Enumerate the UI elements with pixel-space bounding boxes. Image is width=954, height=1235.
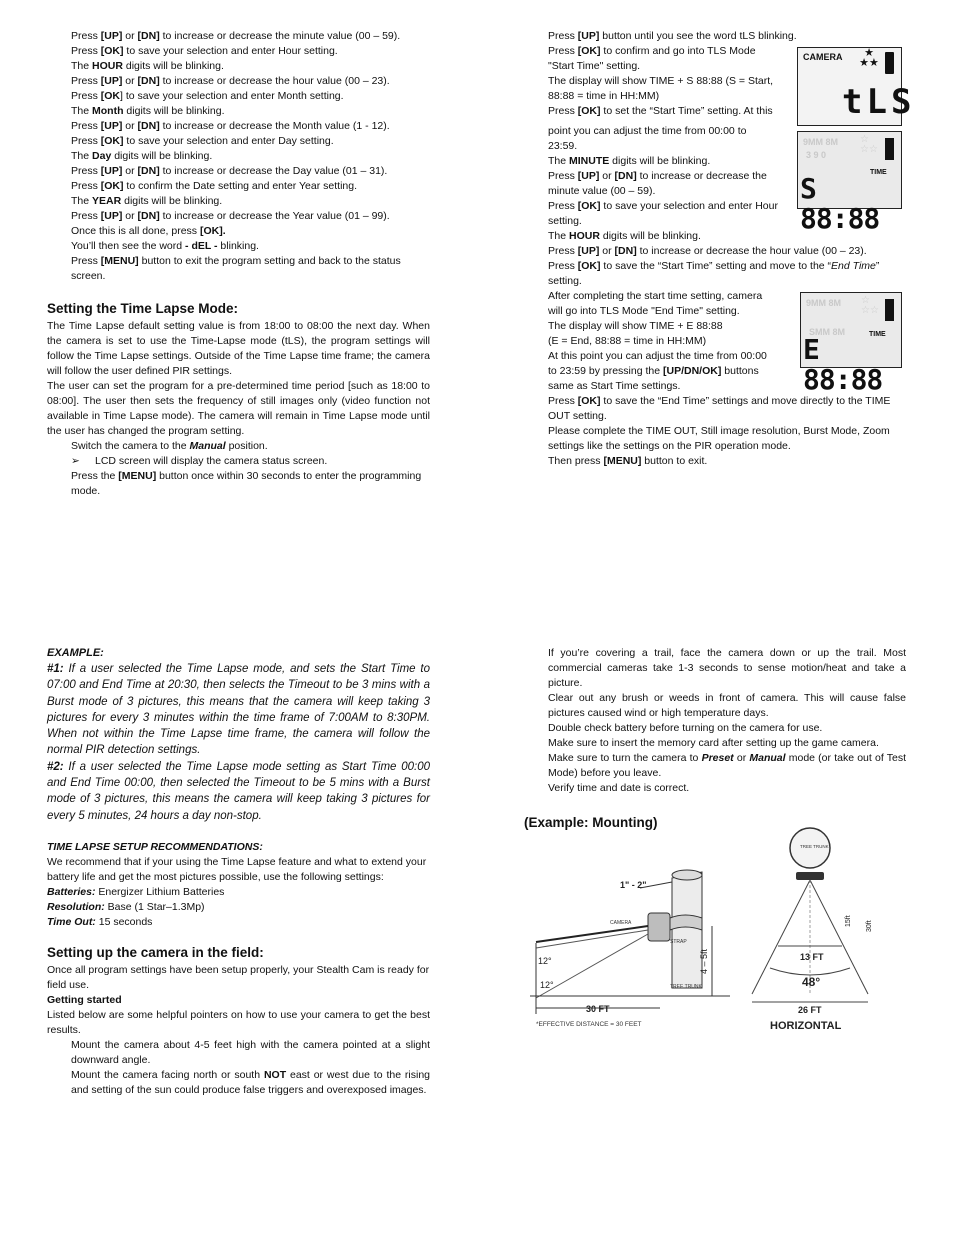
mounting-heading: (Example: Mounting): [524, 815, 658, 830]
bullet-arrow-icon: ➢: [71, 455, 80, 467]
right-top-b-line: same as Start Time settings.: [548, 380, 681, 392]
right-top-b-line: The display will show TIME + E 88:88: [548, 320, 723, 332]
field-section: [47, 944, 430, 1098]
left-top-line: Press [OK] to confirm the Date setting and enter Year setting.: [71, 180, 357, 192]
top-gap-label: 1" - 2": [620, 880, 647, 890]
recommend-text: We recommend that if your using the Time Lapse feature and what to extend your battery life and get the most pictures possible, use the following settings:: [47, 856, 427, 883]
tree-trunk-label: TREE TRUNK: [670, 984, 702, 990]
right-top-a-line: 88:88 = time in HH:MM): [548, 90, 660, 102]
left-top-line: Press [MENU] button to exit the program setting and back to the status screen.: [71, 255, 401, 282]
depth-15ft-label: 15ft: [845, 915, 852, 927]
recommend-timeout: Time Out: 15 seconds: [47, 916, 153, 928]
left-top-line: Press [UP] or [DN] to increase or decrease the Day value (01 – 31).: [71, 165, 388, 177]
right-top-b-line: Please complete the TIME OUT, Still image resolution, Burst Mode, Zoom: [548, 425, 890, 437]
tip-5: Make sure to turn the camera to Preset or Manual mode (or take out of Test Mode) before you leave.: [548, 752, 906, 779]
mount-tip-2: Mount the camera facing north or south NOT east or west due to the rising and setting of the sun could produce false triggers and overexposed images.: [71, 1069, 431, 1096]
lcd-tls-text: tLS: [842, 82, 916, 122]
getting-started: Getting started: [47, 994, 122, 1006]
left-top-line: Press [UP] or [DN] to increase or decrease the Year value (01 – 99).: [71, 210, 390, 222]
example-2: #2: If a user selected the Time Lapse mode setting as Start Time 00:00 and End Time 00:00, then selected the Timeout to be 5 mins with a Burst mode of 3 pictures, this means the camera will keep taking 3 pictures for every 5 minutes, 24 hours a day non-stop.: [47, 760, 430, 822]
recommend-title: TIME LAPSE SETUP RECOMMENDATIONS:: [47, 841, 263, 853]
left-top-line: Press [OK] to save your selection and enter Day setting.: [71, 135, 334, 147]
right-top-b-line: Press [OK] to save your selection and enter Hour: [548, 200, 778, 212]
left-top-line: Press [OK] to save your selection and enter Month setting.: [71, 90, 344, 102]
camera-label: CAMERA: [610, 920, 632, 926]
left-top-line: Press [UP] or [DN] to increase or decrease the minute value (00 – 59).: [71, 30, 401, 42]
right-top-b-line: (E = End, 88:88 = time in HH:MM): [548, 335, 707, 347]
field-text: Once all program settings have been setup properly, your Stealth Cam is ready for field use.: [47, 964, 430, 991]
time-lapse-section: [47, 300, 430, 499]
left-top-line: The Day digits will be blinking.: [71, 150, 213, 162]
lcd-display-end: 9MM 8M ☆ ☆☆ SMM 8M TIME E 88:88: [800, 292, 902, 368]
star-outline-icon: ☆ ☆☆: [861, 295, 879, 316]
right-top-b-line: The MINUTE digits will be blinking.: [548, 155, 711, 167]
right-top-b-line: minute value (00 – 59).: [548, 185, 656, 197]
left-top-line: Once this is all done, press [OK].: [71, 225, 226, 237]
top-mounting-diagram: [740, 822, 880, 1034]
lcd-display-start: 9MM 8M 3 9 0 ☆ ☆☆ TIME S 88:88: [797, 131, 902, 209]
right-top-a-line: Press [OK] to confirm and go into TLS Mode: [548, 45, 756, 57]
right-top-a-line: "Start Time" setting.: [548, 60, 641, 72]
tip-4: Make sure to insert the memory card after setting up the game camera.: [548, 737, 879, 749]
battery-icon: [885, 138, 894, 160]
lcd-display-tls: [797, 47, 916, 126]
width-13ft-label: 13 FT: [800, 952, 824, 962]
right-top-b-line: settings like the settings on the PIR operation mode.: [548, 440, 791, 452]
right-top-b-line: setting.: [548, 215, 582, 227]
strap-label: STRAP: [670, 939, 687, 945]
recommend-batteries: Batteries: Energizer Lithium Batteries: [47, 886, 225, 898]
example-section: [47, 646, 430, 824]
example-title: EXAMPLE:: [47, 647, 104, 659]
lcd-bullet: ➢ LCD screen will display the camera status screen.: [71, 455, 328, 467]
tip-6: Verify time and date is correct.: [548, 782, 690, 794]
left-top-line: The Month digits will be blinking.: [71, 105, 225, 117]
tip-2: Clear out any brush or weeds in front of camera. This will cause false pictures caused wind or high temperature days.: [548, 692, 906, 719]
field-heading: Setting up the camera in the field:: [47, 945, 264, 960]
battery-icon: [885, 299, 894, 321]
star-outline-icon: ☆ ☆☆: [860, 134, 878, 155]
right-top-a-line: Press [UP] button until you see the word tLS blinking.: [548, 30, 797, 42]
right-top-b-line: to 23:59 by pressing the [UP/DN/OK] buttons: [548, 365, 759, 377]
right-top-b-line: 23:59.: [548, 140, 578, 152]
left-top-line: Press [UP] or [DN] to increase or decrease the hour value (00 – 23).: [71, 75, 390, 87]
angle-label-2: 12°: [540, 980, 554, 990]
time-lapse-para1: The Time Lapse default setting value is from 18:00 to 08:00 the next day. When the camera is set to use the Time-Lapse mode (tLS), the program settings will follow the Time Lapse settings. Outside of the Time Lapse time frame; the camera will follow the user defined PIR settings.: [47, 320, 430, 377]
tip-3: Double check battery before turning on the camera for use.: [548, 722, 823, 734]
battery-icon: [885, 52, 894, 74]
listed-text: Listed below are some helpful pointers on how to use your camera to get the best results.: [47, 1009, 430, 1036]
left-top-line: The HOUR digits will be blinking.: [71, 60, 224, 72]
example-1: #1: If a user selected the Time Lapse mode, and sets the Start Time to 07:00 and End Time at 20:30, then selects the Timeout to be 3 mins with a Burst mode of 3 pictures, this means that the camera will keep taking 3 pictures for every 3 minutes within the time frame of 7:00AM to 8:30PM. When not within the Time Lapse time frame, the camera will follow the normal PIR detection settings.: [47, 663, 430, 757]
star-icon: ★ ★★: [859, 47, 879, 69]
distance-label: 30 FT: [586, 1004, 610, 1014]
angle-label-1: 12°: [538, 956, 552, 966]
horizontal-label: HORIZONTAL: [770, 1020, 842, 1032]
right-top-b-line: setting.: [548, 275, 582, 287]
right-top-b-line: After completing the start time setting, camera: [548, 290, 763, 302]
right-top-b-line: Press [OK] to save the “End Time” settings and move directly to the TIME: [548, 395, 891, 407]
lcd-camera-label: CAMERA: [803, 52, 843, 62]
right-top-b-line: Press [UP] or [DN] to increase or decrease the: [548, 170, 767, 182]
lcd-start-time: S 88:88: [800, 172, 880, 235]
recommend-resolution: Resolution: Base (1 Star–1.3Mp): [47, 901, 205, 913]
right-top-b-line: The HOUR digits will be blinking.: [548, 230, 701, 242]
depth-30ft-label: 30ft: [866, 920, 873, 932]
left-top-line: You’ll then see the word - dEL - blinking.: [71, 240, 259, 252]
time-lapse-para2: The user can set the program for a pre-determined time period [such as 18:00 to 08:00]. The user then sets the frequency of still images only (video function not available in Time Lapse mode). The camera will remain in Time Lapse mode until the user has changed the program setting.: [47, 380, 430, 437]
right-top-b-line: OUT setting.: [548, 410, 607, 422]
top-tree-label: TREE TRUNK: [800, 844, 829, 849]
left-top-instructions: [71, 29, 431, 284]
switch-instruction: Switch the camera to the Manual position.: [71, 440, 268, 452]
tips-section: [548, 646, 906, 796]
side-mounting-diagram: [530, 838, 730, 1034]
right-top-b-line: Press [OK] to save the “Start Time” setting and move to the “End Time”: [548, 260, 880, 272]
effective-distance-note: *EFFECTIVE DISTANCE = 30 FEET: [536, 1021, 642, 1028]
width-26ft-label: 26 FT: [798, 1005, 822, 1015]
lcd-end-time: E 88:88: [803, 333, 883, 396]
right-top-instructions-a: [548, 29, 798, 119]
view-angle-label: 48°: [802, 975, 821, 989]
menu-instruction: Press the [MENU] button once within 30 seconds to enter the programming mode.: [71, 470, 422, 497]
lcd-time-label: TIME: [869, 331, 886, 338]
lcd-time-label: TIME: [870, 169, 887, 176]
mount-tip-1: Mount the camera about 4-5 feet high with the camera pointed at a slight downward angle.: [71, 1039, 430, 1066]
right-top-b-line: Press [UP] or [DN] to increase or decrease the hour value (00 – 23).: [548, 245, 867, 257]
time-lapse-heading: Setting the Time Lapse Mode:: [47, 301, 239, 316]
left-top-line: The YEAR digits will be blinking.: [71, 195, 223, 207]
right-top-a-line: Press [OK] to set the “Start Time” setting. At this: [548, 105, 773, 117]
right-top-b-line: will go into TLS Mode "End Time" setting.: [548, 305, 740, 317]
right-top-b-line: point you can adjust the time from 00:00 to: [548, 125, 747, 137]
tip-1: If you’re covering a trail, face the camera down or up the trail. Most commercial cameras take 1-3 seconds to sense motion/heat and take a picture.: [548, 647, 906, 689]
left-top-line: Press [UP] or [DN] to increase or decrease the Month value (1 - 12).: [71, 120, 390, 132]
recommend-section: [47, 840, 430, 930]
height-label: 4 – 5ft: [699, 948, 709, 974]
right-top-b-line: Then press [MENU] button to exit.: [548, 455, 708, 467]
right-top-b-line: At this point you can adjust the time from 00:00: [548, 350, 767, 362]
right-top-a-line: The display will show TIME + S 88:88 (S = Start,: [548, 75, 774, 87]
left-top-line: Press [OK] to save your selection and enter Hour setting.: [71, 45, 338, 57]
